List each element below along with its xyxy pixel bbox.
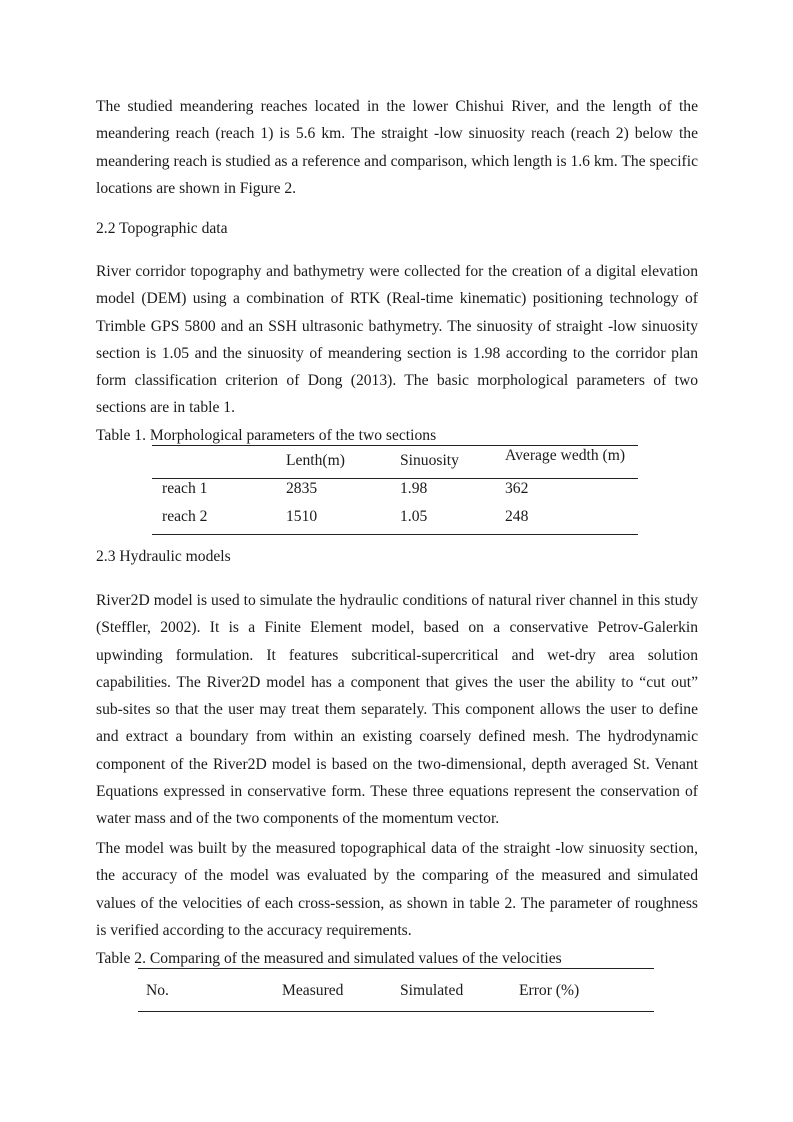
table-1-cell: 2835	[286, 480, 318, 497]
paragraph-river2d-model: River2D model is used to simulate the hydraulic conditions of natural river channel in this study (Steffler, 2002). It is a Finite Element model, based on a conservative Petrov-Galerkin upwinding formulation. It features subcritical-supercritical and wet-dry area solution capabilities. The River2D model has a component that gives the user the ability to “cut out” sub-sites so that the user may treat them separately. This component allows the user to define and extract a boundary from within an existing coarsely defined mesh. The hydrodynamic component of the River2D model is based on the two-dimensional, depth averaged St. Venant Equations expressed in conservative form. These three equations represent the conservation of water mass and of the two components of the momentum vector.	[96, 592, 698, 828]
table-2-header-rule	[138, 1011, 654, 1012]
paragraph-study-reaches: The studied meandering reaches located in the lower Chishui River, and the length of the meandering reach (reach 1) is 5.6 km. The straight -low sinuosity reach (reach 2) below the meandering reach is studied as a reference and comparison, which length is 1.6 km. The specific locations are shown in Figure 2.	[96, 98, 698, 197]
table-2-header-no: No.	[146, 982, 169, 999]
table-2-header-measured: Measured	[282, 982, 344, 999]
paragraph-model-verification: The model was built by the measured topographical data of the straight -low sinuosity section, the accuracy of the model was evaluated by the comparing of the measured and simulated values of the velocities of each cross-session, as shown in table 2. The parameter of roughness is verified according to the accuracy requirements.	[96, 840, 698, 939]
table-2-header-simulated: Simulated	[400, 982, 464, 999]
table-1-header-length: Lenth(m)	[286, 452, 345, 469]
section-heading-topographic-data: 2.2 Topographic data	[96, 220, 228, 237]
table-2-top-rule	[138, 968, 654, 969]
table-1-cell: 1.98	[400, 480, 428, 497]
table-1-cell: 1.05	[400, 508, 428, 525]
paragraph-topography: River corridor topography and bathymetry were collected for the creation of a digital elevation model (DEM) using a combination of RTK (Real-time kinematic) positioning technology of Trimble GPS 5800 and an SSH ultrasonic bathymetry. The sinuosity of straight -low sinuosity section is 1.05 and the sinuosity of meandering section is 1.98 according to the corridor plan form classification criterion of Dong (2013). The basic morphological parameters of two sections are in table 1.	[96, 263, 698, 417]
table-2-header-error: Error (%)	[519, 982, 580, 999]
table-1-cell: 1510	[286, 508, 318, 525]
table-1-top-rule	[152, 445, 638, 446]
section-heading-hydraulic-models: 2.3 Hydraulic models	[96, 548, 231, 565]
table-1-caption: Table 1. Morphological parameters of the two sections	[96, 427, 437, 444]
table-1-cell: reach 2	[162, 508, 208, 525]
table-1-header-sinuosity: Sinuosity	[400, 452, 459, 469]
table-1-bottom-rule	[152, 534, 638, 535]
table-1-cell: 248	[505, 508, 529, 525]
table-2-caption: Table 2. Comparing of the measured and simulated values of the velocities	[96, 950, 562, 967]
table-1-cell: reach 1	[162, 480, 208, 497]
table-1-header-rule	[152, 478, 638, 479]
table-1-header-average-width: Average wedth (m)	[505, 447, 626, 464]
table-1-cell: 362	[505, 480, 529, 497]
